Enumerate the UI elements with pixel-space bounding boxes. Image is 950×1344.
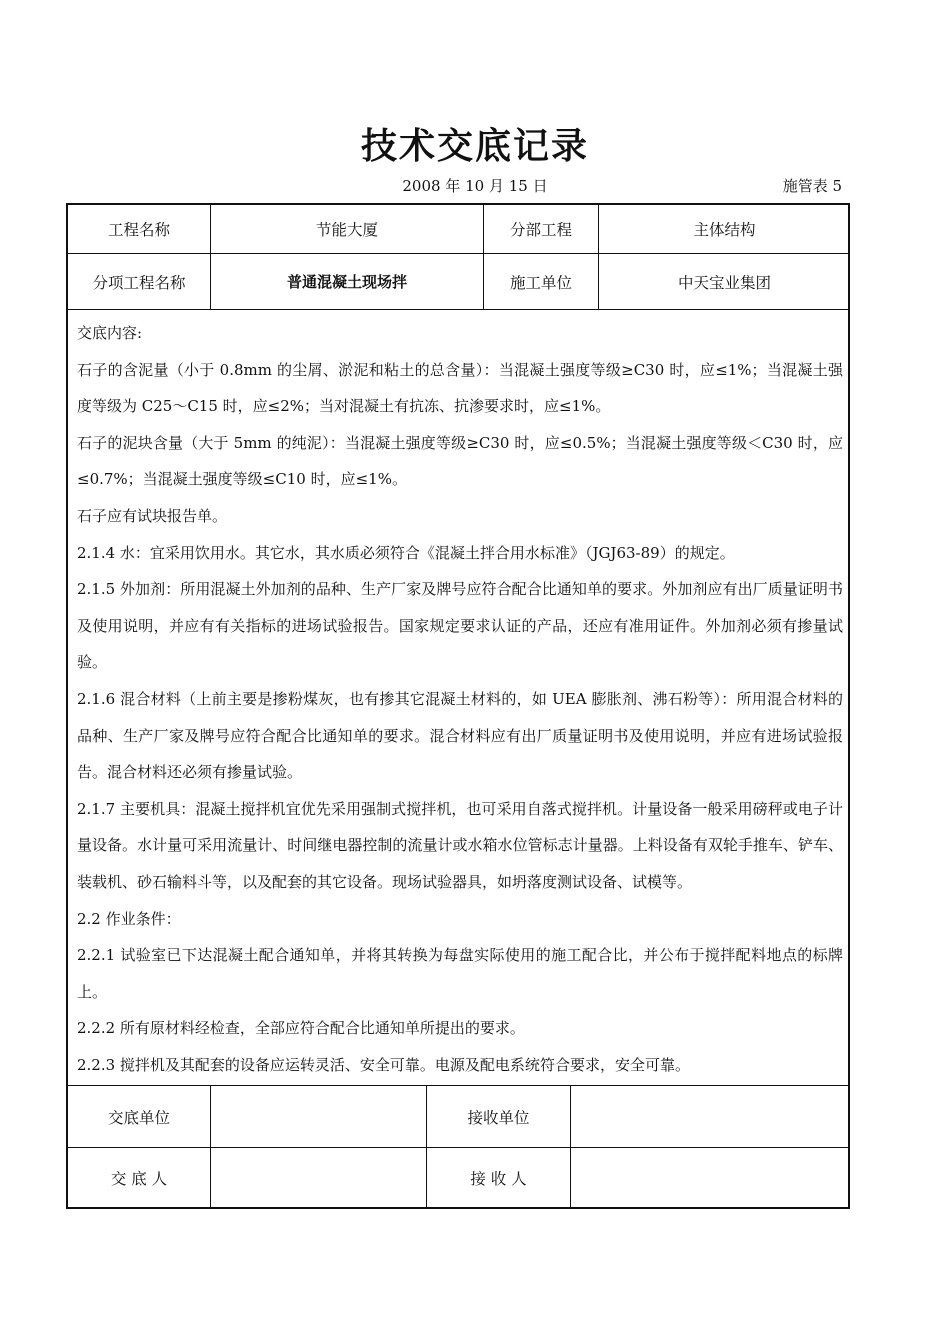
content-paragraph: 2.1.7 主要机具：混凝土搅拌机宜优先采用强制式搅拌机，也可采用自落式搅拌机。计量设备一般采用磅秤或电子计量设备。水计量可采用流量计、时间继电器控制的流量计或水箱水位管标志计量器。上料设备有双轮手推车、铲车、装载机、砂石输料斗等，以及配套的其它设备。现场试验器具，如坍落度测试设备、试模等。	[77, 799, 843, 891]
form-number: 施管表 5	[782, 177, 842, 195]
division-label: 分部工程	[509, 221, 572, 239]
content-paragraph: 石子的含泥量（小于 0.8mm 的尘屑、淤泥和粘土的总含量）：当混凝土强度等级≥C30 时，应≤1%；当混凝土强度等级为 C25～C15 时，应≤2%；当对混凝土有抗冻、抗渗要求时，应≤1%。	[77, 360, 843, 416]
receiver-label: 接 收 人	[470, 1170, 527, 1188]
contractor-value: 中天宝业集团	[677, 273, 771, 292]
subitem-value: 普通混凝土现场拌	[286, 273, 407, 291]
disclosure-content	[77, 315, 843, 1083]
page-title: 技术交底记录	[360, 126, 589, 167]
content-paragraph: 2.1.4 水：宜采用饮用水。其它水，其水质必须符合《混凝土拌合用水标准》（JGJ63-89）的规定。	[77, 543, 735, 562]
row-divider	[68, 309, 850, 310]
record-table	[66, 203, 850, 1209]
division-value: 主体结构	[693, 221, 756, 239]
issuer-value	[211, 1148, 426, 1208]
issuing-unit-value	[211, 1086, 426, 1147]
content-paragraph: 2.1.6 混合材料（上前主要是掺粉煤灰，也有掺其它混凝土材料的，如 UEA 膨胀剂、沸石粉等）：所用混合材料的品种、生产厂家及牌号应符合配合比通知单的要求。混合材料应有出厂质量证明书及使用说明，并应有进场试验报告。混合材料还必须有掺量试验。	[77, 689, 843, 782]
receiver-value	[571, 1148, 850, 1208]
content-paragraph: 石子应有试块报告单。	[77, 506, 228, 525]
issuing-unit-label: 交底单位	[107, 1108, 170, 1127]
project-name-value: 节能大厦	[315, 221, 378, 239]
receiving-unit-label: 接收单位	[467, 1108, 530, 1127]
contractor-label: 施工单位	[509, 273, 572, 292]
content-paragraph: 2.2.1 试验室已下达混凝土配合通知单，并将其转换为每盘实际使用的施工配合比，并公布于搅拌配料地点的标牌上。	[77, 946, 843, 1001]
record-date: 2008 年 10 月 15 日	[402, 177, 548, 195]
project-name-label: 工程名称	[107, 221, 170, 239]
content-paragraph: 2.2 作业条件：	[77, 909, 181, 928]
issuer-label: 交 底 人	[110, 1170, 168, 1188]
content-paragraph: 2.2.2 所有原材料经检查，全部应符合配合比通知单所提出的要求。	[77, 1019, 525, 1038]
content-paragraph: 石子的泥块含量（大于 5mm 的纯泥）：当混凝土强度等级≥C30 时，应≤0.5%；当混凝土强度等级＜C30 时，应≤0.7%；当混凝土强度等级≤C10 时，应≤1%。	[77, 433, 843, 489]
receiving-unit-value	[571, 1086, 850, 1147]
content-paragraph: 2.1.5 外加剂：所用混凝土外加剂的品种、生产厂家及牌号应符合配合比通知单的要求。外加剂应有出厂质量证明书及使用说明，并应有有关指标的进场试验报告。国家规定要求认证的产品，还应有准用证件。外加剂必须有掺量试验。	[77, 580, 843, 672]
content-paragraph: 交底内容:	[77, 324, 143, 342]
content-paragraph: 2.2.3 搅拌机及其配套的设备应运转灵活、安全可靠。电源及配电系统符合要求，安全可靠。	[77, 1055, 690, 1074]
subitem-label: 分项工程名称	[92, 273, 186, 292]
